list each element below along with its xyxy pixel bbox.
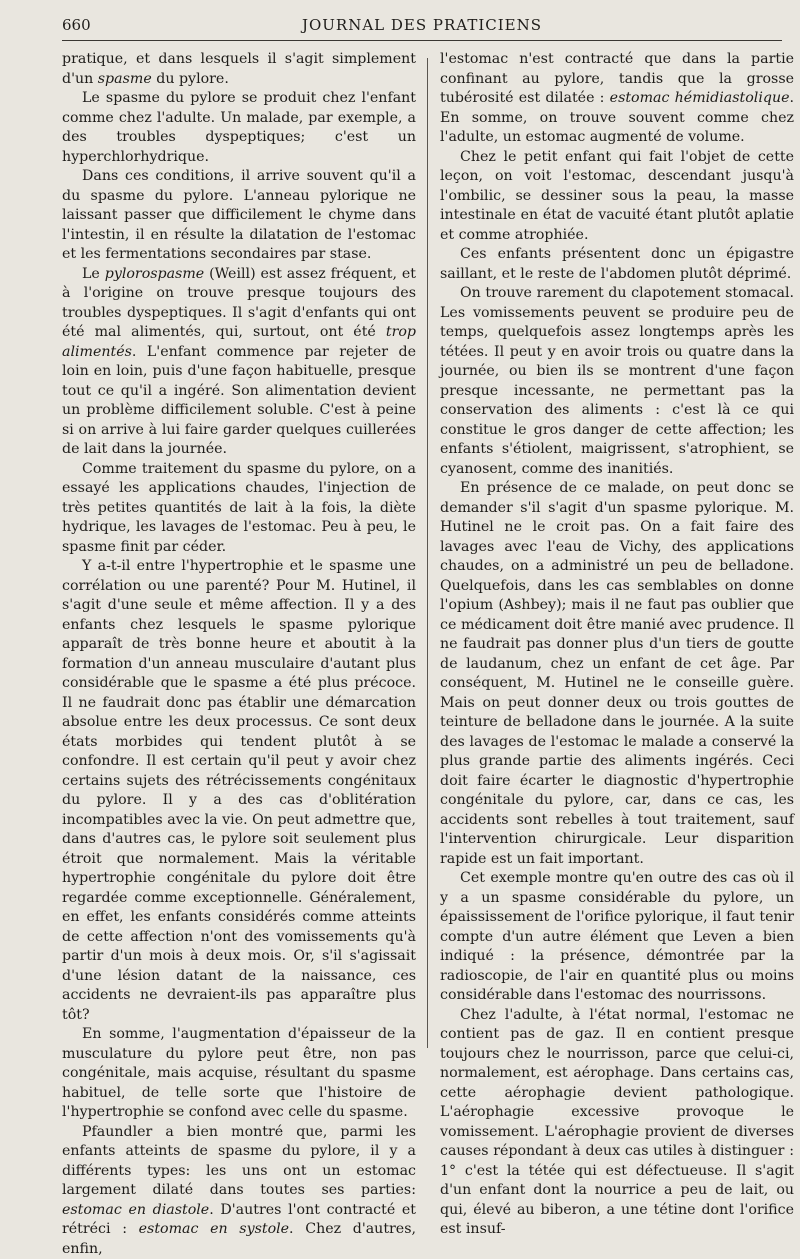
paragraph xyxy=(62,557,416,1025)
text-run: Cet exemple montre qu'en outre des cas où il y a un spasme considérable du pylore, un épaississement de l'orifice pylorique, il faut tenir compte d'un autre élément que Leven a bien indiqué : la présence, démontrée par la radioscopie, de l'air en quantité plus ou moins considérable dans l'estomac des nourrissons. xyxy=(440,870,794,1003)
page-header xyxy=(62,14,782,41)
right-column xyxy=(440,50,794,1240)
paragraph xyxy=(62,460,416,558)
text-run: Ces enfants présentent donc un épigastre saillant, et le reste de l'abdomen plutôt déprimé. xyxy=(440,246,794,282)
italic-text: estomac hémidiastolique xyxy=(610,90,790,106)
page-number: 660 xyxy=(62,16,91,34)
text-run: . D'autres l'ont contracté et rétréci : xyxy=(62,1202,416,1238)
italic-text: estomac en diastole xyxy=(62,1202,209,1218)
paragraph xyxy=(440,1006,794,1240)
italic-text: pylorospasme xyxy=(105,266,204,282)
paragraph xyxy=(62,89,416,167)
text-run: Y a-t-il entre l'hypertrophie et le spasme une corrélation ou une parenté? Pour M. Hutinel, il s'agit d'une seule et même affection. Il y a des enfants chez lesquels le spasme pylorique apparaît de très bonne heure et aboutit à la formation d'un anneau musculaire d'autant plus considérable que le spasme a été plus précoce. Il ne faudrait donc pas établir une démarcation absolue entre les deux processus. Ce sont deux états morbides qui tendent plutôt à se confondre. Il est certain qu'il peut y avoir chez certains sujets des rétrécissements congénitaux du pylore. Il y a des cas d'oblitération incompatibles avec la vie. On peut admettre que, dans d'autres cas, le pylore soit seulement plus étroit que normalement. Mais la véritable hypertrophie congénitale du pylore doit être regardée comme exceptionnelle. Généralement, en effet, les enfants considérés comme atteints de cette affection n'ont des vomissements qu'à partir d'un mois à deux mois. Or, s'il s'agissait d'une lésion datant de la naissance, ces accidents ne devraient-ils pas apparaître plus tôt? xyxy=(62,558,416,1023)
paragraph xyxy=(440,50,794,148)
paragraph xyxy=(440,284,794,479)
paragraph xyxy=(62,265,416,460)
text-run: pratique, et dans lesquels il s'agit simplement d'un xyxy=(62,51,416,87)
text-run: On trouve rarement du clapotement stomacal. Les vomissements peuvent se produire peu de temps, quelquefois assez longtemps après les tétées. Il peut y en avoir trois ou quatre dans la journée, ou bien ils se montrent d'une façon presque incessante, ne permettant pas la conservation des aliments : c'est là ce qui constitue le gros danger de cette affection; les enfants s'étiolent, maigrissent, s'atrophient, se cyanosent, comme des inanitiés. xyxy=(440,285,794,477)
text-run: du pylore. xyxy=(152,71,229,87)
text-run: Dans ces conditions, il arrive souvent qu'il a du spasme du pylore. L'anneau pylorique ne laissant passer que difficilement le chyme dans l'intestin, il en résulte la dilatation de l'estomac et les fermentations secondaires par stase. xyxy=(62,168,416,262)
paragraph xyxy=(62,50,416,89)
text-run: En présence de ce malade, on peut donc se demander s'il s'agit d'un spasme pylorique. M. Hutinel ne le croit pas. On a fait faire des lavages avec l'eau de Vichy, des applications chaudes, on a administré un peu de belladone. Quelquefois, dans les cas semblables on donne l'opium (Ashbey); mais il ne faut pas oublier que ce médicament doit être manié avec prudence. Il ne faudrait pas donner plus d'un tiers de goutte de laudanum, chez un enfant de cet âge. Par conséquent, M. Hutinel ne le conseille guère. Mais on peut donner deux ou trois gouttes de teinture de belladone dans le journée. A la suite des lavages de l'estomac le malade a conservé la plus grande partie des aliments ingérés. Ceci doit faire écarter le diagnostic d'hypertrophie congénitale du pylore, car, dans ce cas, les accidents sont rebelles à tout traitement, sauf l'intervention chirurgicale. Leur disparition rapide est un fait important. xyxy=(440,480,794,867)
text-run: . L'enfant commence par rejeter de loin en loin, puis d'une façon habituelle, presque tout ce qu'il a ingéré. Son alimentation devient un problème difficilement soluble. C'est à peine si on arrive à lui faire garder quelques cuillerées de lait dans la journée. xyxy=(62,344,416,458)
paragraph xyxy=(440,869,794,1006)
column-divider xyxy=(427,58,428,1048)
text-run: Chez le petit enfant qui fait l'objet de cette leçon, on voit l'estomac, descendant jusqu'à l'ombilic, se dessiner sous la peau, la masse intestinale en état de vacuité étant plutôt aplatie et comme atrophiée. xyxy=(440,149,794,243)
paragraph xyxy=(440,479,794,869)
text-run: (Weill) est assez fréquent, et à l'origine on trouve presque toujours des troubles dyspeptiques. Il s'agit d'enfants qui ont été mal alimentés, qui, surtout, ont été xyxy=(62,266,416,341)
running-title: JOURNAL DES PRATICIENS xyxy=(62,16,782,34)
paragraph xyxy=(440,148,794,246)
paragraph xyxy=(62,1025,416,1123)
italic-text: estomac en systole xyxy=(139,1221,289,1237)
italic-text: spasme xyxy=(98,71,152,87)
paragraph xyxy=(62,1123,416,1259)
text-run: Comme traitement du spasme du pylore, on a essayé les applications chaudes, l'injection de très petites quantités de lait à la fois, la diète hydrique, les lavages de l'estomac. Peu à peu, le spasme finit par céder. xyxy=(62,461,416,555)
paragraph xyxy=(440,245,794,284)
text-run: Le spasme du pylore se produit chez l'enfant comme chez l'adulte. Un malade, par exemple, a des troubles dyspeptiques; c'est un hyperchlorhydrique. xyxy=(62,90,416,165)
paragraph xyxy=(62,167,416,265)
text-run: Chez l'adulte, à l'état normal, l'estomac ne contient pas de gaz. Il en contient presque toujours chez le nourrisson, parce que celui-ci, normalement, est aérophage. Dans certains cas, cette aérophagie devient pathologique. L'aérophagie excessive provoque le vomissement. L'aérophagie provient de diverses causes répondant à deux cas utiles à distinguer : 1° c'est la tétée qui est défectueuse. Il s'agit d'un enfant dont la nourrice a peu de lait, ou qui, élevé au biberon, a une tétine dont l'orifice est insuf- xyxy=(440,1007,794,1238)
italic-text: trop alimentés xyxy=(62,324,416,360)
text-run: Le xyxy=(82,266,105,282)
text-run: Pfaundler a bien montré que, parmi les enfants atteints de spasme du pylore, il y a différents types: les uns ont un estomac largement dilaté dans toutes ses parties: xyxy=(62,1124,416,1199)
text-run: . Chez d'autres, enfin, xyxy=(62,1221,416,1257)
text-run: . En somme, on trouve souvent comme chez l'adulte, un estomac augmenté de volume. xyxy=(440,90,794,145)
text-run: l'estomac n'est contracté que dans la partie confinant au pylore, tandis que la grosse tubérosité est dilatée : xyxy=(440,51,794,106)
text-run: En somme, l'augmentation d'épaisseur de la musculature du pylore peut être, non pas congénitale, mais acquise, résultant du spasme habituel, de telle sorte que l'histoire de l'hypertrophie se confond avec celle du spasme. xyxy=(62,1026,416,1120)
left-column xyxy=(62,50,416,1259)
